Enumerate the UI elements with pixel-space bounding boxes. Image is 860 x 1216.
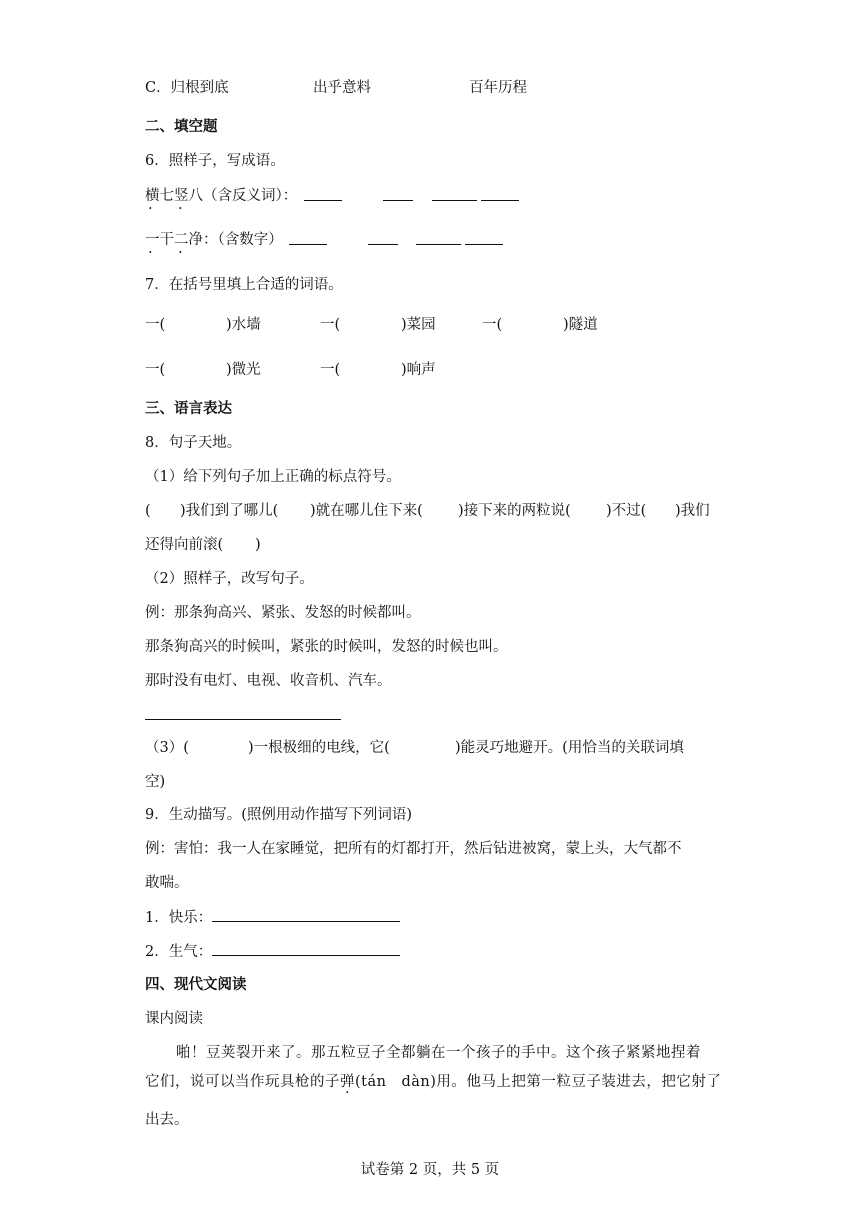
- q8-sub1-part: )接下来的两粒说(: [458, 503, 571, 519]
- q8-sub1: （1）给下列句子加上正确的标点符号。: [145, 469, 401, 485]
- q7-item-2-open: 一(: [320, 317, 341, 333]
- reading-para-line2-a: 它们，说可以当作玩具枪的子: [145, 1074, 340, 1090]
- q6-blank-3[interactable]: [432, 186, 477, 201]
- q7-stem: 7．在括号里填上合适的词语。: [145, 277, 343, 293]
- q7-item-1-open: 一(: [145, 317, 166, 333]
- q6-blank-2[interactable]: [383, 186, 413, 201]
- q9-item-2-blank[interactable]: [212, 941, 400, 956]
- emphasis-dot: ·: [178, 201, 183, 217]
- section-4-subtitle: 课内阅读: [145, 1011, 203, 1027]
- option-c-word3: 百年历程: [469, 80, 527, 96]
- q7-item-4-open: 一(: [145, 362, 166, 378]
- reading-para-line2-b: (tán dàn)用。他马上把第一粒豆子装进去，把它射了: [355, 1074, 722, 1090]
- q8-example-2: 那条狗高兴的时候叫，紧张的时候叫，发怒的时候也叫。: [145, 639, 508, 655]
- section-3-title: 三、语言表达: [145, 400, 232, 417]
- q9-item-1-label: 1．快乐：: [145, 910, 213, 926]
- q8-stem: 8．句子天地。: [145, 435, 242, 451]
- q9-stem: 9．生动描写。(照例用动作描写下列词语): [145, 807, 413, 823]
- q8-sub1-part: )我们: [675, 503, 710, 519]
- q9-example-line1: 例：害怕：我一人在家睡觉，把所有的灯都打开，然后钻进被窝，蒙上头，大气都不: [145, 841, 682, 857]
- q7-item-5-open: 一(: [320, 362, 341, 378]
- q7-item-3-open: 一(: [482, 317, 503, 333]
- page-footer: 试卷第 2 页，共 5 页: [360, 1162, 500, 1178]
- q8-sub3-line2: 空): [145, 774, 166, 790]
- q9-item-1: [145, 907, 400, 928]
- q7-item-5-close: )响声: [401, 362, 436, 378]
- q9-example-line2: 敢喘。: [145, 875, 189, 891]
- q6-line1-head: 横七竖八（含反义词）：: [145, 188, 298, 204]
- q6-blank-5[interactable]: [289, 230, 327, 245]
- option-c-label: C．归根到底: [145, 80, 229, 96]
- q8-answer-blank[interactable]: [145, 705, 341, 720]
- reading-para-line2: [145, 1072, 721, 1092]
- q9-item-2: [145, 941, 400, 962]
- reading-para-line1: 啪！豆荚裂开来了。那五粒豆子全都躺在一个孩子的手中。这个孩子紧紧地捏着: [176, 1045, 701, 1061]
- q6-blank-1[interactable]: [304, 186, 342, 201]
- q8-sub2: （2）照样子，改写句子。: [145, 571, 314, 587]
- q8-sub1-part: )不过(: [606, 503, 647, 519]
- q9-item-2-label: 2．生气：: [145, 944, 213, 960]
- emphasis-dot: ·: [148, 245, 153, 261]
- q7-item-4-close: )微光: [226, 362, 261, 378]
- q8-example-1: 例：那条狗高兴、紧张、发怒的时候都叫。: [145, 605, 421, 621]
- q8-sub1-line2-close: ): [255, 537, 261, 553]
- q7-item-1-close: )水墙: [226, 317, 261, 333]
- q6-stem: 6．照样子，写成语。: [145, 153, 285, 169]
- reading-para-line3: 出去。: [145, 1112, 189, 1128]
- dotted-char: 弹: [340, 1074, 355, 1090]
- q8-sub1-part: )就在哪儿住下来(: [310, 503, 423, 519]
- section-2-title: 二、填空题: [145, 118, 218, 135]
- q6-line1: [145, 186, 297, 206]
- q8-sub1-part: (: [145, 503, 151, 519]
- q8-task: 那时没有电灯、电视、收音机、汽车。: [145, 673, 392, 689]
- emphasis-dot: ·: [178, 245, 183, 261]
- q6-blank-8[interactable]: [465, 230, 503, 245]
- section-4-title: 四、现代文阅读: [145, 976, 247, 993]
- q7-item-2-close: )菜园: [401, 317, 436, 333]
- q8-sub1-line2: 还得向前滚(: [145, 537, 224, 553]
- q7-item-3-close: )隧道: [563, 317, 598, 333]
- q9-item-1-blank[interactable]: [212, 907, 400, 922]
- q6-blank-7[interactable]: [416, 230, 461, 245]
- q6-blank-6[interactable]: [368, 230, 398, 245]
- q6-line2-head: 一干二净：（含数字）: [145, 232, 283, 248]
- emphasis-dot: ·: [148, 201, 153, 217]
- q8-sub3-part: )能灵巧地避开。(用恰当的关联词填: [455, 740, 684, 756]
- q6-blank-4[interactable]: [481, 186, 519, 201]
- option-c-word2: 出乎意料: [313, 80, 371, 96]
- q8-sub1-part: )我们到了哪儿(: [180, 503, 279, 519]
- q8-sub3-part: )一根极细的电线，它(: [248, 740, 390, 756]
- q6-line2: [145, 230, 283, 250]
- q8-sub3-part: （3）(: [145, 740, 189, 756]
